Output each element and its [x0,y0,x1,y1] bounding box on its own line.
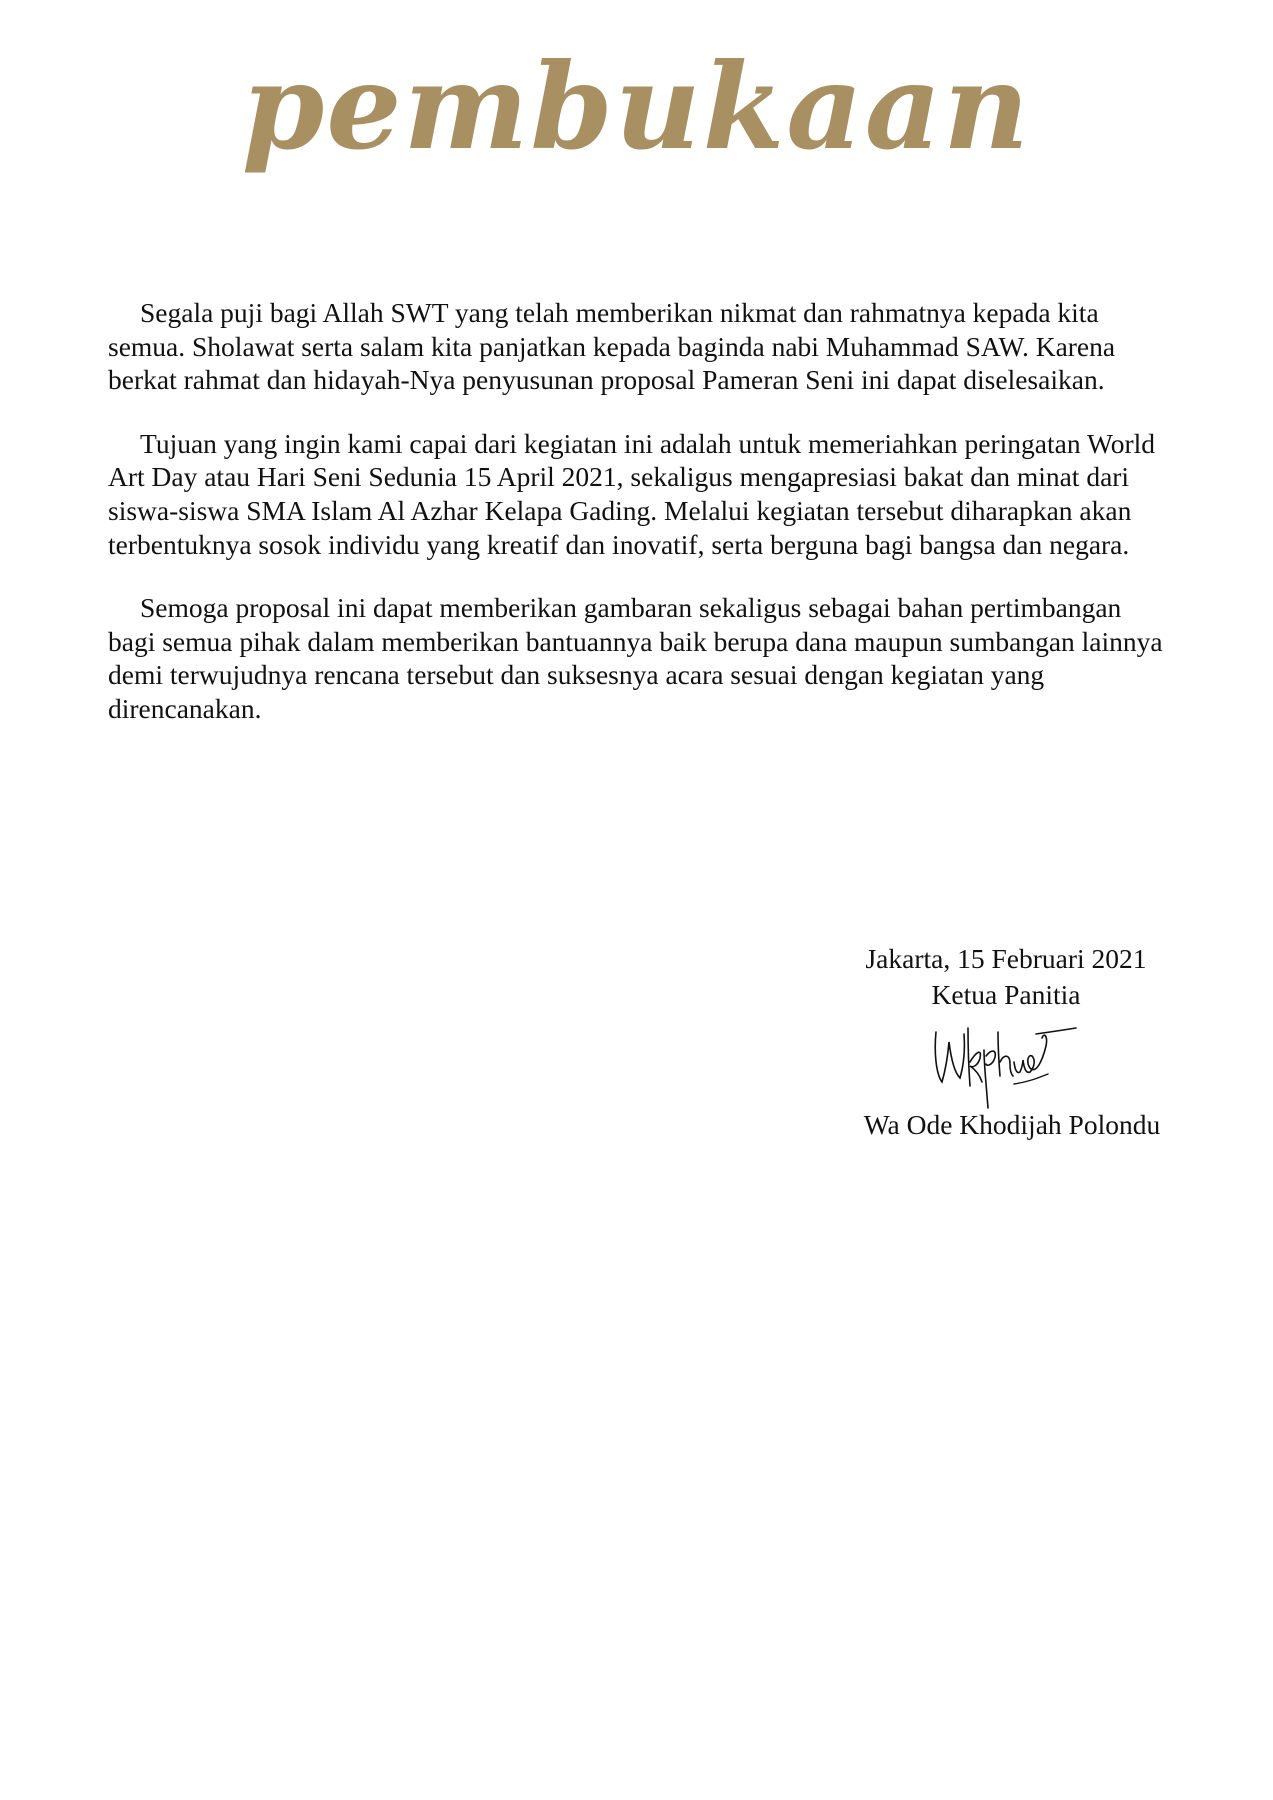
signer-name: Wa Ode Khodijah Polondu [863,1109,1161,1140]
paragraph-intro: Segala puji bagi Allah SWT yang telah memberikan nikmat dan rahmatnya kepada kita semua. Sholawat serta salam kita panjatkan kepada baginda nabi Muhammad SAW. Karena berkat rahmat dan hidayah-Nya penyusunan proposal Pameran Seni ini dapat diselesaikan. [108,297,1116,396]
body-text [108,296,1168,756]
signer-role: Ketua Panitia [931,979,1081,1010]
signature-image [918,1012,1078,1112]
place-date: Jakarta, 15 Februari 2021 [865,943,1147,974]
page-title: pembukaan [241,37,1032,176]
paragraph-hope: Semoga proposal ini dapat memberikan gambaran sekaligus sebagai bahan pertimbangan bagi semua pihak dalam memberikan bantuannya baik berupa dana maupun sumbangan lainnya demi terwujudnya rencana tersebut dan suksesnya acara sesuai dengan kegiatan yang direncanakan. [108,592,1163,724]
paragraph-purpose: Tujuan yang ingin kami capai dari kegiatan ini adalah untuk memeriahkan peringatan World Art Day atau Hari Seni Sedunia 15 April 2021, sekaligus mengapresiasi bakat dan minat dari siswa-siswa SMA Islam Al Azhar Kelapa Gading. Melalui kegiatan tersebut diharapkan akan terbentuknya sosok individu yang kreatif dan inovatif, serta berguna bagi bangsa dan negara. [108,427,1156,560]
